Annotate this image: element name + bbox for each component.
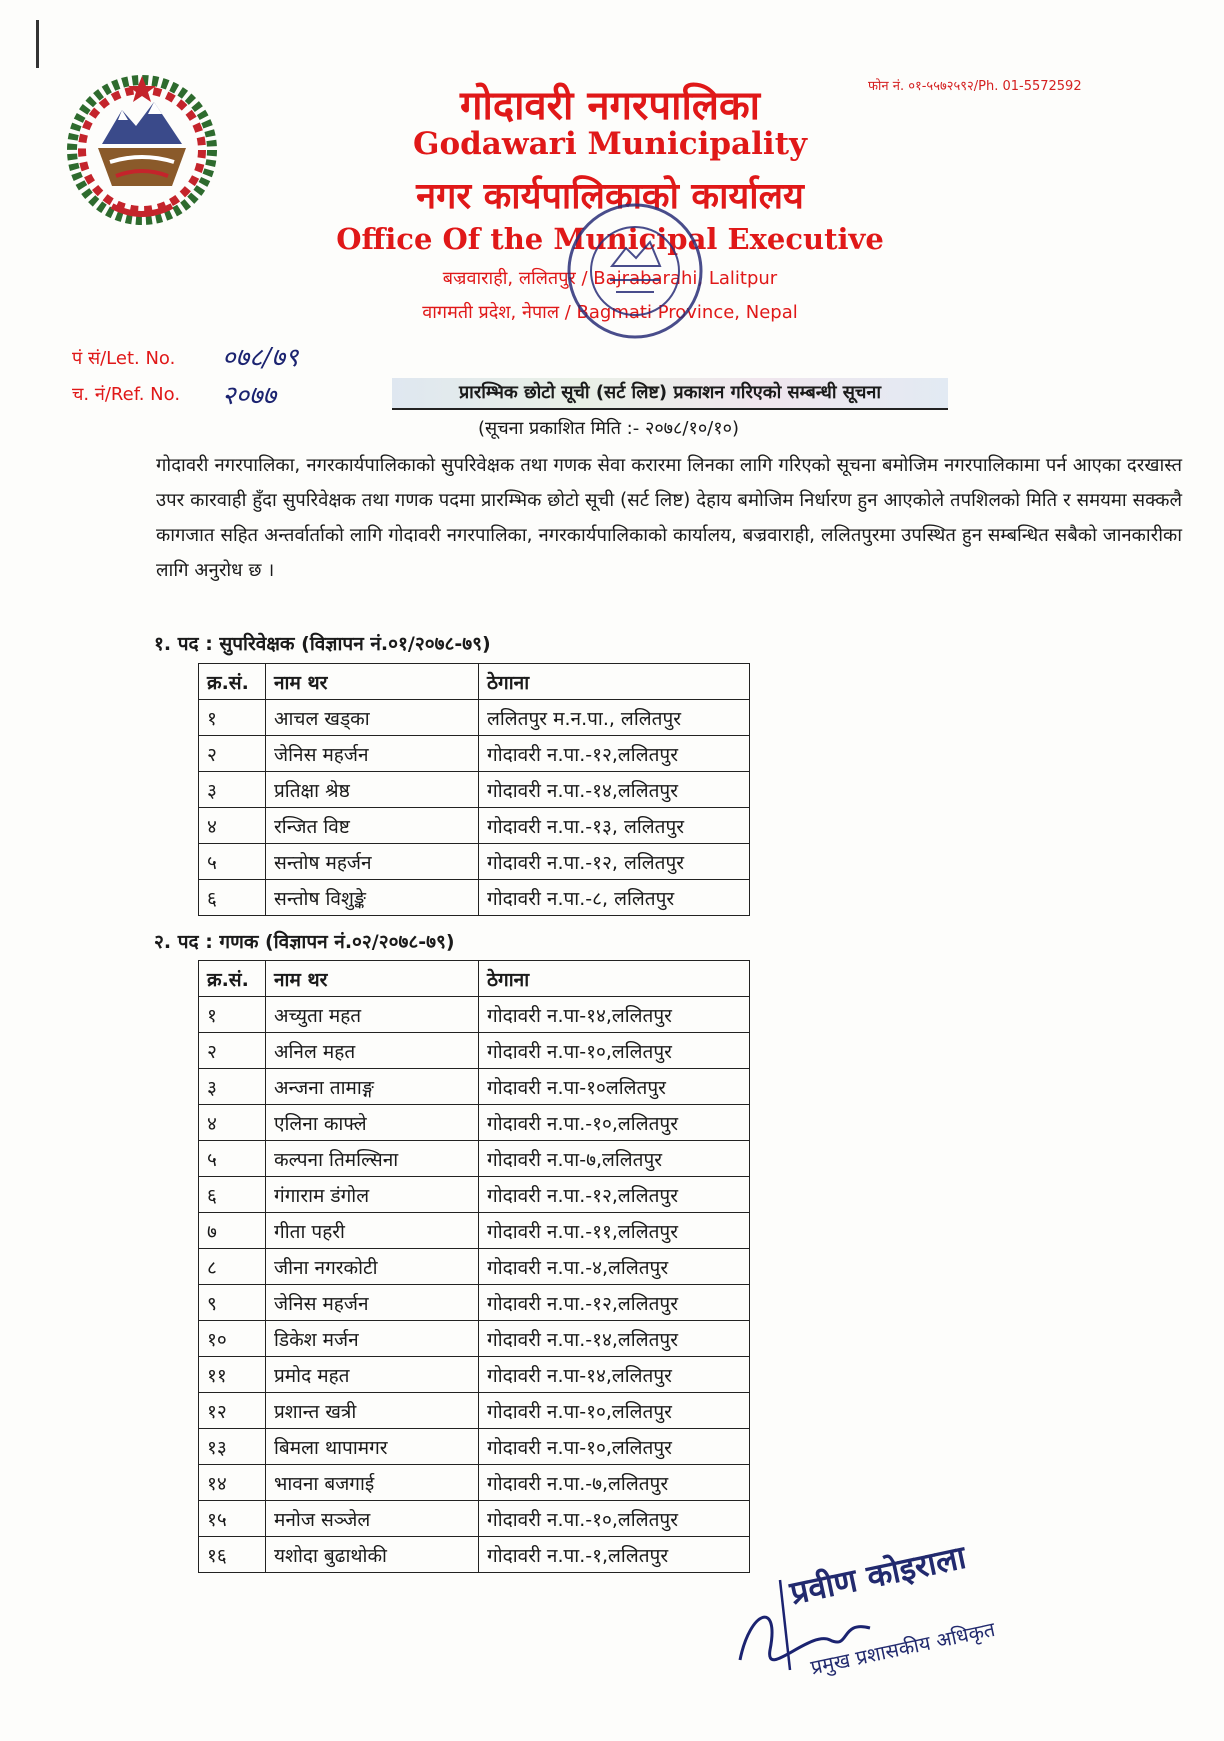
reference-number-value: २०७७ xyxy=(222,381,277,411)
cell-name: सन्तोष महर्जन xyxy=(266,844,479,880)
cell-sn: ७ xyxy=(199,1213,266,1249)
cell-name: गंगाराम डंगोल xyxy=(266,1177,479,1213)
cell-address: गोदावरी न.पा.-४,ललितपुर xyxy=(479,1249,750,1285)
table-row xyxy=(199,736,750,772)
cell-address: गोदावरी न.पा.-१३, ललितपुर xyxy=(479,808,750,844)
table-row xyxy=(199,1069,750,1105)
reference-number-label: च. नं/Ref. No. xyxy=(72,384,181,405)
cell-name: बिमला थापामगर xyxy=(266,1429,479,1465)
nepal-emblem-icon xyxy=(62,66,222,226)
cell-address: गोदावरी न.पा.-१०,ललितपुर xyxy=(479,1501,750,1537)
table-row xyxy=(199,997,750,1033)
column-header-address: ठेगाना xyxy=(479,961,750,997)
notice-subject: प्रारम्भिक छोटो सूची (सर्ट लिष्ट) प्रकाशन गरिएको सम्बन्धी सूचना xyxy=(392,378,948,410)
cell-name: मनोज सञ्जेल xyxy=(266,1501,479,1537)
cell-address: गोदावरी न.पा-१०,ललितपुर xyxy=(479,1393,750,1429)
cell-sn: ६ xyxy=(199,880,266,916)
cell-name: एलिना काफ्ले xyxy=(266,1105,479,1141)
cell-sn: १४ xyxy=(199,1465,266,1501)
cell-name: आचल खड्का xyxy=(266,700,479,736)
cell-sn: ३ xyxy=(199,772,266,808)
cell-sn: ५ xyxy=(199,844,266,880)
notice-body: गोदावरी नगरपालिका, नगरकार्यपालिकाको सुपरिवेक्षक तथा गणक सेवा करारमा लिनका लागि गरिएको सूचना बमोजिम नगरपालिकामा पर्न आएका दरखास्त उपर कारवाही हुँदा सुपरिवेक्षक तथा गणक पदमा प्रारम्भिक छोटो सूची (सर्ट लिष्ट) देहाय बमोजिम निर्धारण हुन आएकोले तपशिलको मिति र समयमा सक्कलै कागजात सहित अन्तर्वार्ताको लागि गोदावरी नगरपालिका, नगरकार्यपालिकाको कार्यालय, बज्रवाराही, ललितपुरमा उपस्थित हुन सम्बन्धित सबैको जानकारीका लागि अनुरोध छ । xyxy=(156,455,1182,581)
table-row xyxy=(199,808,750,844)
cell-address: गोदावरी न.पा.-१,ललितपुर xyxy=(479,1537,750,1573)
official-stamp-icon xyxy=(560,196,710,346)
municipality-name-english: Godawari Municipality xyxy=(412,126,808,162)
letter-number-label: पं सं/Let. No. xyxy=(72,348,176,369)
table-row xyxy=(199,1105,750,1141)
cell-address: गोदावरी न.पा.-११,ललितपुर xyxy=(479,1213,750,1249)
cell-sn: ६ xyxy=(199,1177,266,1213)
cell-address: गोदावरी न.पा-१०,ललितपुर xyxy=(479,1033,750,1069)
office-name-english: Office Of the Municipal Executive xyxy=(336,222,884,256)
cell-address: गोदावरी न.पा-१४,ललितपुर xyxy=(479,1357,750,1393)
cell-sn: १३ xyxy=(199,1429,266,1465)
table-row xyxy=(199,1465,750,1501)
office-name-nepali: नगर कार्यपालिकाको कार्यालय xyxy=(416,176,804,217)
cell-name: जेनिस महर्जन xyxy=(266,736,479,772)
published-date: (सूचना प्रकाशित मिति :- २०७८/१०/१०) xyxy=(478,418,739,439)
table-row xyxy=(199,1141,750,1177)
table-row xyxy=(199,700,750,736)
column-header-name: नाम थर xyxy=(266,961,479,997)
address-line-1: बज्रवाराही, ललितपुर / Bajrabarahi, Lalitpur xyxy=(442,268,778,289)
cell-sn: १० xyxy=(199,1321,266,1357)
column-header-sn: क्र.सं. xyxy=(199,961,266,997)
table-row xyxy=(199,880,750,916)
table-row xyxy=(199,1429,750,1465)
section-title-supervisor: १. पद : सुपरिवेक्षक (विज्ञापन नं.०१/२०७८-७९) xyxy=(154,633,491,655)
cell-address: गोदावरी न.पा.-१२,ललितपुर xyxy=(479,1177,750,1213)
cell-sn: १२ xyxy=(199,1393,266,1429)
cell-address: गोदावरी न.पा-१४,ललितपुर xyxy=(479,997,750,1033)
cell-name: गीता पहरी xyxy=(266,1213,479,1249)
section-title-enumerator: २. पद : गणक (विज्ञापन नं.०२/२०७८-७९) xyxy=(154,931,455,953)
table-row xyxy=(199,1537,750,1573)
table-row xyxy=(199,1249,750,1285)
cell-sn: ८ xyxy=(199,1249,266,1285)
cell-address: गोदावरी न.पा.-१०,ललितपुर xyxy=(479,1105,750,1141)
cell-address: गोदावरी न.पा.-१४,ललितपुर xyxy=(479,772,750,808)
cell-address: गोदावरी न.पा-१०,ललितपुर xyxy=(479,1429,750,1465)
cell-name: अनिल महत xyxy=(266,1033,479,1069)
address-line-2: वागमती प्रदेश, नेपाल / Bagmati Province, Nepal xyxy=(422,302,798,323)
cell-address: गोदावरी न.पा.-१२,ललितपुर xyxy=(479,736,750,772)
table-row xyxy=(199,1393,750,1429)
cell-name: प्रशान्त खत्री xyxy=(266,1393,479,1429)
column-header-sn: क्र.सं. xyxy=(199,664,266,700)
signatory-designation: प्रमुख प्रशासकीय अधिकृत xyxy=(808,1616,998,1680)
cell-sn: १ xyxy=(199,700,266,736)
cell-address: गोदावरी न.पा-१०ललितपुर xyxy=(479,1069,750,1105)
column-header-address: ठेगाना xyxy=(479,664,750,700)
cell-address: गोदावरी न.पा.-१२, ललितपुर xyxy=(479,844,750,880)
signatory-name: प्रवीण कोइराला xyxy=(786,1537,970,1613)
cell-sn: ११ xyxy=(199,1357,266,1393)
margin-mark xyxy=(36,20,39,68)
cell-name: अच्युता महत xyxy=(266,997,479,1033)
supervisor-shortlist-table xyxy=(198,663,750,916)
table-row xyxy=(199,772,750,808)
cell-address: गोदावरी न.पा.-८, ललितपुर xyxy=(479,880,750,916)
column-header-name: नाम थर xyxy=(266,664,479,700)
table-row xyxy=(199,1501,750,1537)
cell-sn: ४ xyxy=(199,1105,266,1141)
cell-name: सन्तोष विशुङ्के xyxy=(266,880,479,916)
cell-sn: ९ xyxy=(199,1285,266,1321)
table-row xyxy=(199,1177,750,1213)
enumerator-shortlist-table xyxy=(198,960,750,1573)
cell-address: ललितपुर म.न.पा., ललितपुर xyxy=(479,700,750,736)
municipality-name-nepali: गोदावरी नगरपालिका xyxy=(459,83,761,129)
table-row xyxy=(199,1321,750,1357)
table-header-row xyxy=(199,664,750,700)
cell-name: अन्जना तामाङ्ग xyxy=(266,1069,479,1105)
cell-name: यशोदा बुढाथोकी xyxy=(266,1537,479,1573)
cell-name: प्रमोद महत xyxy=(266,1357,479,1393)
table-row xyxy=(199,1213,750,1249)
table-row xyxy=(199,1033,750,1069)
cell-name: भावना बजगाई xyxy=(266,1465,479,1501)
cell-address: गोदावरी न.पा.-१४,ललितपुर xyxy=(479,1321,750,1357)
cell-name: कल्पना तिमल्सिना xyxy=(266,1141,479,1177)
cell-name: प्रतिक्षा श्रेष्ठ xyxy=(266,772,479,808)
cell-name: डिकेश मर्जन xyxy=(266,1321,479,1357)
cell-name: जीना नगरकोटी xyxy=(266,1249,479,1285)
cell-sn: १६ xyxy=(199,1537,266,1573)
cell-sn: २ xyxy=(199,736,266,772)
cell-sn: ४ xyxy=(199,808,266,844)
cell-sn: ५ xyxy=(199,1141,266,1177)
cell-sn: १ xyxy=(199,997,266,1033)
cell-address: गोदावरी न.पा.-७,ललितपुर xyxy=(479,1465,750,1501)
cell-sn: २ xyxy=(199,1033,266,1069)
cell-name: जेनिस महर्जन xyxy=(266,1285,479,1321)
table-row xyxy=(199,1357,750,1393)
phone-number: फोन नं. ०१-५५७२५९२/Ph. 01-5572592 xyxy=(868,79,1082,94)
cell-sn: १५ xyxy=(199,1501,266,1537)
cell-address: गोदावरी न.पा.-१२,ललितपुर xyxy=(479,1285,750,1321)
cell-address: गोदावरी न.पा-७,ललितपुर xyxy=(479,1141,750,1177)
cell-name: रन्जित विष्ट xyxy=(266,808,479,844)
table-header-row xyxy=(199,961,750,997)
cell-sn: ३ xyxy=(199,1069,266,1105)
letter-number-value: ०७८/७९ xyxy=(222,343,299,373)
table-row xyxy=(199,1285,750,1321)
table-row xyxy=(199,844,750,880)
